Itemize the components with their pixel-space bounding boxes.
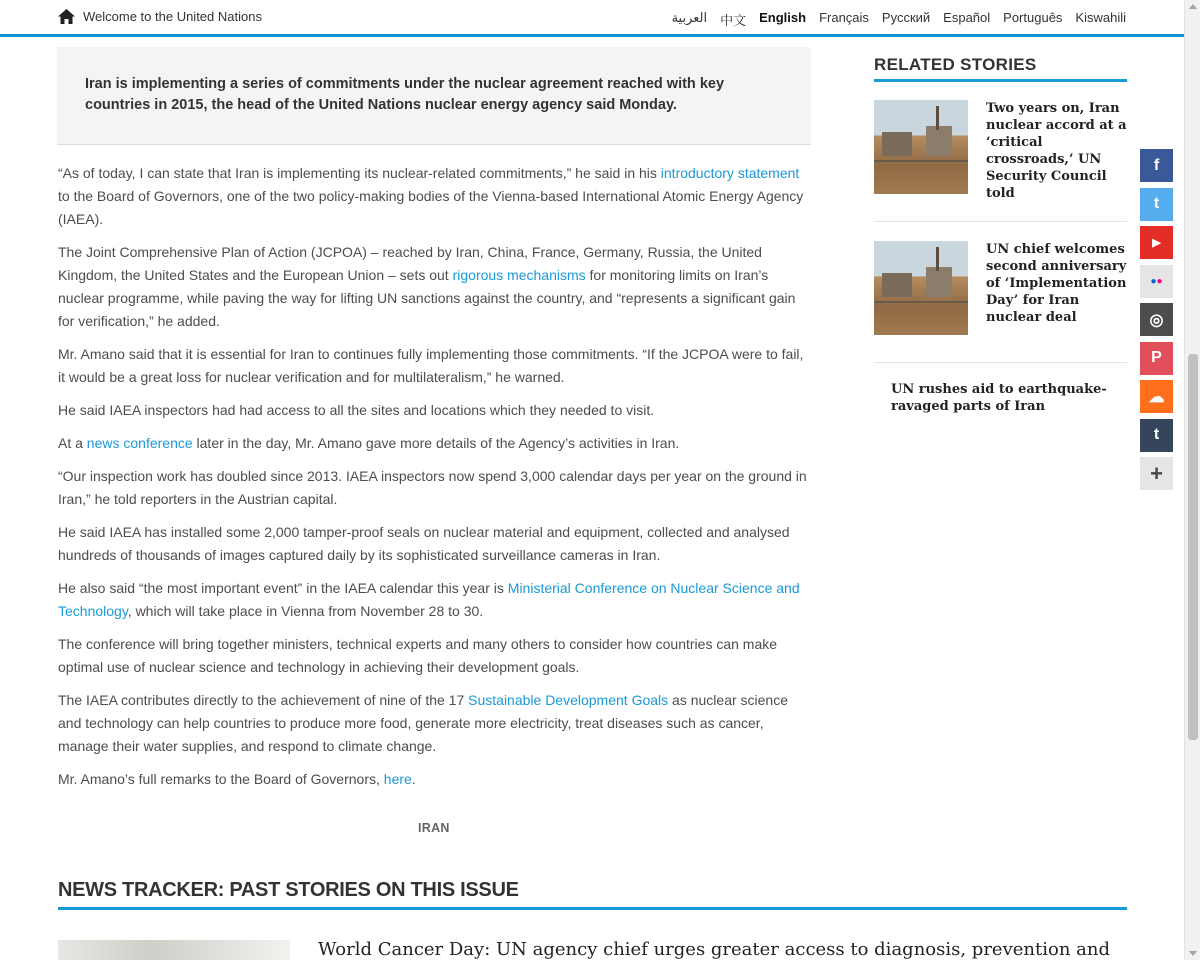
lang-portuguese[interactable]: Português — [1003, 10, 1063, 25]
lang-french[interactable]: Français — [819, 10, 869, 25]
full-remarks-link[interactable]: here — [383, 771, 412, 787]
article-paragraph: He said IAEA inspectors had had access to all the sites and locations which they needed to visit. — [58, 402, 655, 418]
lang-chinese[interactable]: 中文 — [720, 13, 747, 28]
instagram-icon[interactable]: ◎ — [1140, 303, 1173, 336]
home-link[interactable] — [58, 9, 262, 24]
tracker-story-thumbnail[interactable] — [58, 940, 290, 960]
tumblr-icon[interactable]: t — [1140, 419, 1173, 452]
ministerial-conference-link[interactable]: Ministerial Conference on Nuclear Science and Technology — [58, 580, 800, 619]
related-story[interactable] — [874, 241, 1127, 335]
story-headline[interactable]: Two years on, Iran nuclear accord at a ‘critical crossroads,’ UN Security Council told — [986, 101, 1127, 201]
rigorous-mechanisms-link[interactable]: rigorous mechanisms — [452, 267, 586, 283]
lang-russian[interactable]: Русский — [881, 10, 931, 25]
article-paragraph — [58, 241, 810, 333]
story-thumbnail[interactable] — [874, 241, 968, 335]
article-paragraph — [58, 162, 810, 231]
paragraph-text: as nuclear science and technology can help countries to produce more food, generate more electricity, treat diseases such as cancer, manage their water supplies, and respond to climate change. — [58, 692, 788, 754]
paragraph-text: later in the day, Mr. Amano gave more details of the Agency’s activities in Iran. — [192, 435, 680, 451]
paragraph-text: for monitoring limits on Iran’s nuclear programme, while paving the way for lifting UN sanctions against the country, and “represents a significant gain for verification,” he added. — [58, 267, 796, 329]
home-icon — [58, 9, 75, 24]
news-tracker-heading: NEWS TRACKER: PAST STORIES ON THIS ISSUE — [58, 879, 1127, 910]
paragraph-text: At a — [58, 435, 87, 451]
story-divider — [874, 362, 1127, 363]
article-paragraph — [58, 577, 810, 623]
story-headline[interactable]: UN chief welcomes second anniversary of ‘Implementation Day’ for Iran nuclear deal — [986, 242, 1127, 325]
story-thumbnail[interactable] — [874, 100, 968, 194]
related-story-headline[interactable]: UN rushes aid to earthquake-ravaged parts of Iran — [891, 382, 1107, 414]
introductory-statement-link[interactable]: introductory statement — [660, 165, 800, 181]
paragraph-text: The IAEA contributes directly to the achievement of nine of the 17 — [58, 692, 469, 708]
paragraph-text: “As of today, I can state that Iran is implementing its nuclear-related commitments,” he said in his — [58, 165, 661, 181]
flickr-icon[interactable]: ● ● — [1140, 265, 1173, 298]
tracker-story-headline[interactable]: World Cancer Day: UN agency chief urges greater access to diagnosis, prevention and — [318, 939, 1110, 960]
article-lead: Iran is implementing a series of commitments under the nuclear agreement reached with key countries in 2015, the head of the United Nations nuclear energy agency said Monday. — [57, 47, 811, 145]
article-paragraph: He said IAEA has installed some 2,000 tamper-proof seals on nuclear material and equipment, collected and analysed hundreds of thousands of images captured daily by its sophisticated surveillance cameras in Iran. — [58, 524, 790, 563]
facebook-icon[interactable]: f — [1140, 149, 1173, 182]
article-paragraph — [58, 768, 810, 791]
lang-arabic[interactable]: العربية — [671, 10, 708, 25]
sdg-link[interactable]: Sustainable Development Goals — [468, 692, 669, 708]
scroll-down-arrow-icon[interactable] — [1189, 951, 1197, 956]
paragraph-text: , which will take place in Vienna from November 28 to 30. — [127, 603, 484, 619]
pinterest-icon[interactable]: P — [1140, 342, 1173, 375]
article-paragraph: The conference will bring together ministers, technical experts and many others to consider how countries can make optimal use of nuclear science and technology in achieving their development goals. — [58, 636, 778, 675]
paragraph-text: The Joint Comprehensive Plan of Action (JCPOA) – reached by Iran, China, France, Germany, Russia, the United Kingdom, the United States and the European Union – sets out — [58, 244, 762, 283]
youtube-icon[interactable]: ▶ — [1140, 226, 1173, 259]
scroll-up-arrow-icon[interactable] — [1189, 4, 1197, 9]
related-stories-heading: RELATED STORIES — [874, 55, 1127, 82]
paragraph-text: . — [411, 771, 416, 787]
soundcloud-icon[interactable]: ☁ — [1140, 380, 1173, 413]
paragraph-text: to the Board of Governors, one of the two policy-making bodies of the Vienna-based International Atomic Energy Agency (IAEA). — [58, 188, 804, 227]
article-body — [58, 162, 810, 801]
lang-spanish[interactable]: Español — [943, 10, 991, 25]
paragraph-text: Mr. Amano’s full remarks to the Board of Governors, — [58, 771, 384, 787]
scrollbar-thumb[interactable] — [1188, 354, 1198, 740]
article-paragraph: “Our inspection work has doubled since 2013. IAEA inspectors now spend 3,000 calendar days per year on the ground in Iran,” he told reporters in the Austrian capital. — [58, 468, 807, 507]
more-share-icon[interactable]: + — [1140, 457, 1173, 490]
lang-kiswahili[interactable]: Kiswahili — [1075, 10, 1126, 25]
lang-english[interactable]: English — [759, 10, 807, 25]
language-switcher — [672, 10, 1126, 29]
top-bar — [0, 0, 1184, 37]
article-paragraph — [58, 689, 810, 758]
twitter-icon[interactable]: t — [1140, 188, 1173, 221]
home-label: Welcome to the United Nations — [83, 9, 262, 24]
related-story[interactable] — [874, 100, 1127, 202]
paragraph-text: He also said “the most important event” in the IAEA calendar this year is — [58, 580, 508, 596]
topic-tag-iran[interactable]: IRAN — [418, 821, 450, 835]
story-divider — [874, 221, 1127, 222]
article-paragraph — [58, 432, 810, 455]
article-paragraph: Mr. Amano said that it is essential for Iran to continues fully implementing those commitments. “If the JCPOA were to fail, it would be a great loss for nuclear verification and for multilateralism,” he warned. — [58, 346, 804, 385]
page-scrollbar[interactable] — [1184, 0, 1200, 960]
news-conference-link[interactable]: news conference — [86, 435, 193, 451]
social-share-bar — [1140, 149, 1173, 496]
